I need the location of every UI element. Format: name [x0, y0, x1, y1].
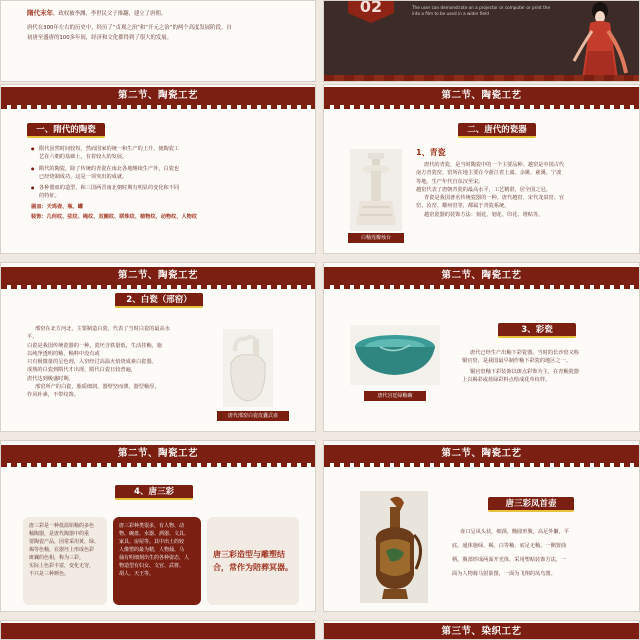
sancai-card-2: 唐三彩种类很多，有人物、动 物、碗盘、水器、酒器、文具、 家具、房屋等。其中出土的较 人像塑的最为精，人物俑、马 俑有明细刻出生的各种姿态，人 物造型有妇女、文官、武将、 胡人、天王等。: [113, 517, 201, 605]
xing-kiln-flask-image: [223, 329, 273, 407]
white-porcelain-heading: 2、白瓷（邢窑）: [115, 293, 203, 308]
sancai-card-1: 唐三彩是一种低温铅釉的多色 釉陶器，是唐代陶器中的重 要陶瓷产品，因常采用黄、绿、 褐等色釉，在器坯上形成色彩 斑斓的色相，称为三彩。 实际上色彩丰富，变化无穷， 不只是三种颜色。: [23, 517, 107, 605]
phoenix-ewer-text: 壶口呈凤头状，细颈，椭圆形腹，高足外撇，平 底。通体施绿、褐、白等釉，底足无釉。一侧置曲 柄。腹部形成两面开光体，采用塑贴装饰方法，一 面为人物骑马射箭图，一面为飞翔的凤鸟图。: [452, 529, 569, 577]
slide2-caption: [412, 5, 550, 17]
colored-porcelain-heading: 3、彩瓷: [498, 323, 576, 338]
section-banner: 第二节、陶瓷工艺: [1, 445, 315, 463]
caption-line: The user can demonstrate on a projector or computer or print the: [412, 5, 551, 10]
text-line: 初唐至盛唐的100多年间，经济和文化都得到了很大的发展。: [27, 35, 173, 41]
slide1-text: [27, 8, 307, 43]
section-banner: 第二节、陶瓷工艺: [324, 87, 639, 105]
section-banner-partial: 第三节、染织工艺: [324, 623, 639, 640]
sancai-card-3: 唐三彩造型与雕塑结合，常作为陪葬冥器。: [207, 517, 299, 605]
slide-10[interactable]: [323, 620, 640, 640]
decoration-types: 装饰：几何纹、弦纹、绳纹、双圈纹、联珠纹、植物纹、动物纹、人物纹: [31, 214, 198, 221]
text-line: ，政权被李渊、李世民父子推翻，建立了唐朝。: [53, 11, 167, 17]
slide-4[interactable]: [323, 84, 640, 254]
tang-lady-illustration: [562, 1, 632, 81]
phoenix-ewer-heading: 唐三彩凤首壶: [488, 497, 574, 512]
section-banner: 第二节、陶瓷工艺: [324, 445, 639, 463]
slide-1[interactable]: [0, 0, 316, 82]
section-banner: 第二节、陶瓷工艺: [1, 267, 315, 285]
section-banner: 第二节、陶瓷工艺: [1, 87, 315, 105]
slide-5[interactable]: [0, 262, 316, 432]
slide-6[interactable]: [323, 262, 640, 432]
slide-9[interactable]: [0, 620, 316, 640]
green-bowl-image: [350, 325, 440, 385]
slide-7[interactable]: [0, 440, 316, 612]
section-banner: 第二节、陶瓷工艺: [324, 267, 639, 285]
slide-8[interactable]: [323, 440, 640, 612]
section-banner-partial: [1, 623, 315, 640]
vessel-types: 器皿：天鸡壶、瓶、罐: [31, 203, 83, 210]
colored-porcelain-text: 唐代已经生产出釉下彩瓷器。当时的长沙窑又称 铜官窑，是我国最早制作釉下彩瓷的地区之一。 铜官窑釉下彩装饰以斑点彩饰为主，在青釉瓷器 上以褐彩或蓝绿彩料点绘成花草纹样。: [462, 350, 579, 383]
slide-3[interactable]: [0, 84, 316, 254]
bowl-caption: 唐代宫廷绿釉碗: [364, 391, 426, 401]
tang-sancai-heading: 4、唐三彩: [115, 485, 193, 500]
caption-line: into a film to be used in a wider field: [412, 11, 489, 16]
bullet-item: ● 隋代虽然时间较短，然而国家的统一和生产的上升，使陶瓷工 艺在六朝的基础上，有着较大的发展。: [31, 145, 311, 162]
tang-porcelain-heading: 二、唐代的瓷器: [458, 123, 536, 138]
white-porcelain-text: 邢窑在北方河北，主要制造白瓷，代表了当时白瓷的最高水 平。 白瓷是我国传统瓷器的一种。瓷坯含铁量低，生活挂釉，施 以纯净透明的釉，釉料中没有或 只有极微量的呈色剂，入窑经过高温火焰烧成素白瓷器。 成熟的白瓷到隋代才出现，隋代白瓷日较普遍， 唐代达到极盛时期。 邢窑所产的白瓷，胎质细润，器壁坚而薄，器型釉厚， 作风朴素，不带纹饰。: [27, 326, 170, 399]
bullet-item: ● 隋代的陶瓷，除了传统的青瓷在南北各地继续生产外，白瓷也 已经烧制成功，这是一项突出的成就。: [31, 165, 311, 182]
sui-bullets: [31, 145, 311, 221]
slide-2[interactable]: [323, 0, 640, 82]
candlestick-caption: 白釉莲瓣烛台: [348, 233, 404, 243]
celadon-subheading: 1、青瓷: [416, 148, 446, 157]
bullet-item: ● 各种器皿的造型，和三国两晋南北朝时期有明显的变化和不同 的特征。: [31, 184, 311, 201]
text-line: 唐代在300年左右的历史中，经历了“贞观之治”和“开元之治”的两个高度发展阶段。自: [27, 25, 232, 31]
celadon-text: 唐代的青瓷，是当时陶瓷中的一个主要品种。越窑是中国古代 南方青瓷窑，窑所在地主要在今浙江省上虞、余姚、慈溪、宁波 等地。生产年代自东汉至宋。 越窑代表了唐朝青瓷的最高水平，工艺精湛，居全国之冠。 青瓷是我国著名传统瓷器的一种。唐代越窑、宋代龙泉窑、官 窑、汝窑、耀州窑等，都属于青瓷系统。 越窑瓷器的装饰方法：刻花、划花、印花、堆贴等。: [416, 162, 565, 218]
flask-caption: 唐代邢窑白瓷皮囊式壶: [217, 411, 289, 421]
decor-strip: [324, 75, 639, 81]
highlight-text: 隋代末年: [27, 9, 53, 17]
sui-ceramics-heading: 一、隋代的陶瓷: [27, 123, 105, 138]
candlestick-image: [350, 149, 402, 231]
badge-number: 02: [359, 0, 383, 16]
phoenix-ewer-image: [360, 491, 428, 603]
